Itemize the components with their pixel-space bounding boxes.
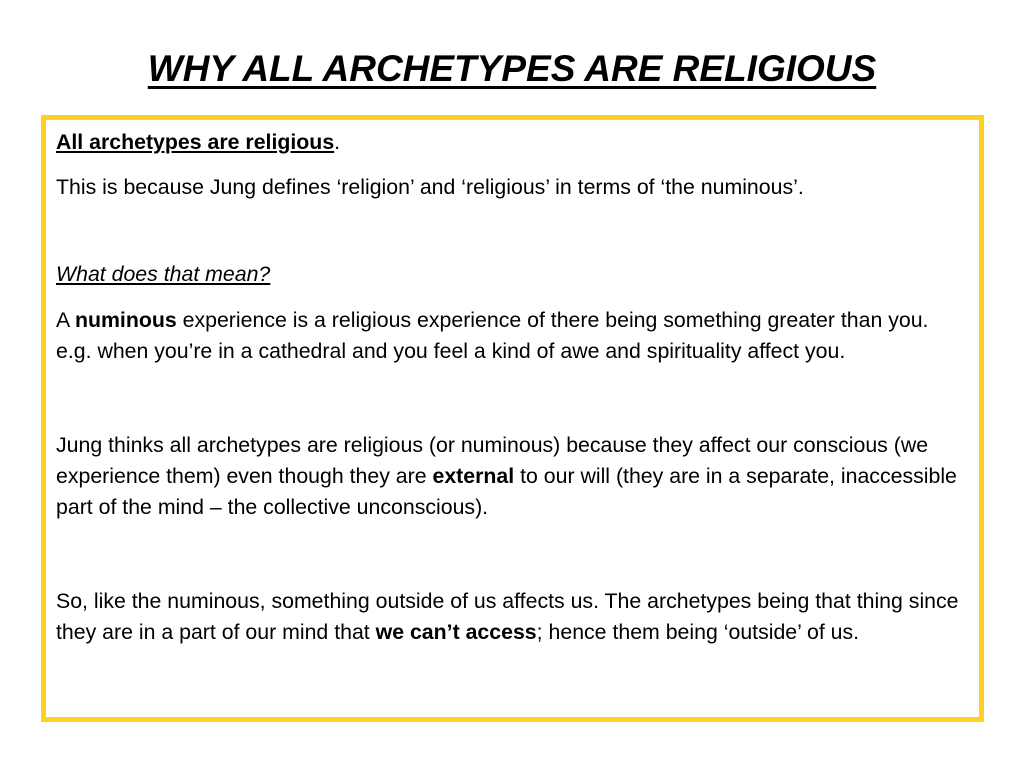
- so-paragraph: [56, 586, 967, 648]
- jung-pre: Jung thinks all archetypes are religious (or numinous) because they affect our conscious (we experience them) even though they are: [56, 433, 929, 488]
- heading-period: .: [334, 130, 341, 154]
- heading-paragraph: [56, 127, 967, 158]
- question-text: What does that mean?: [56, 262, 271, 286]
- heading-text: All archetypes are religious: [56, 130, 335, 154]
- numinous-post: experience is a religious experience of there being something greater than you. e.g. when you’re in a cathedral and you feel a kind of awe and spirituality affect you.: [56, 308, 929, 363]
- numinous-bold: numinous: [74, 308, 177, 332]
- numinous-pre: A: [56, 308, 75, 332]
- because-paragraph: This is because Jung defines ‘religion’ and ‘religious’ in terms of ‘the numinous’.: [56, 175, 804, 199]
- content-box: [41, 115, 984, 722]
- so-bold: we can’t access: [375, 620, 537, 644]
- so-post: ; hence them being ‘outside’ of us.: [536, 620, 860, 644]
- question-paragraph: [56, 259, 967, 290]
- slide-title-text: WHY ALL ARCHETYPES ARE RELIGIOUS: [147, 48, 877, 89]
- slide-title: [0, 42, 1024, 96]
- jung-bold: external: [432, 464, 515, 488]
- jung-paragraph: [56, 430, 967, 523]
- so-pre: So, like the numinous, something outside of us affects us. The archetypes being that thing since they are in a part of our mind that: [56, 589, 959, 644]
- jung-post: to our will (they are in a separate, inaccessible part of the mind – the collective unconscious).: [56, 464, 957, 519]
- numinous-paragraph: [56, 305, 967, 367]
